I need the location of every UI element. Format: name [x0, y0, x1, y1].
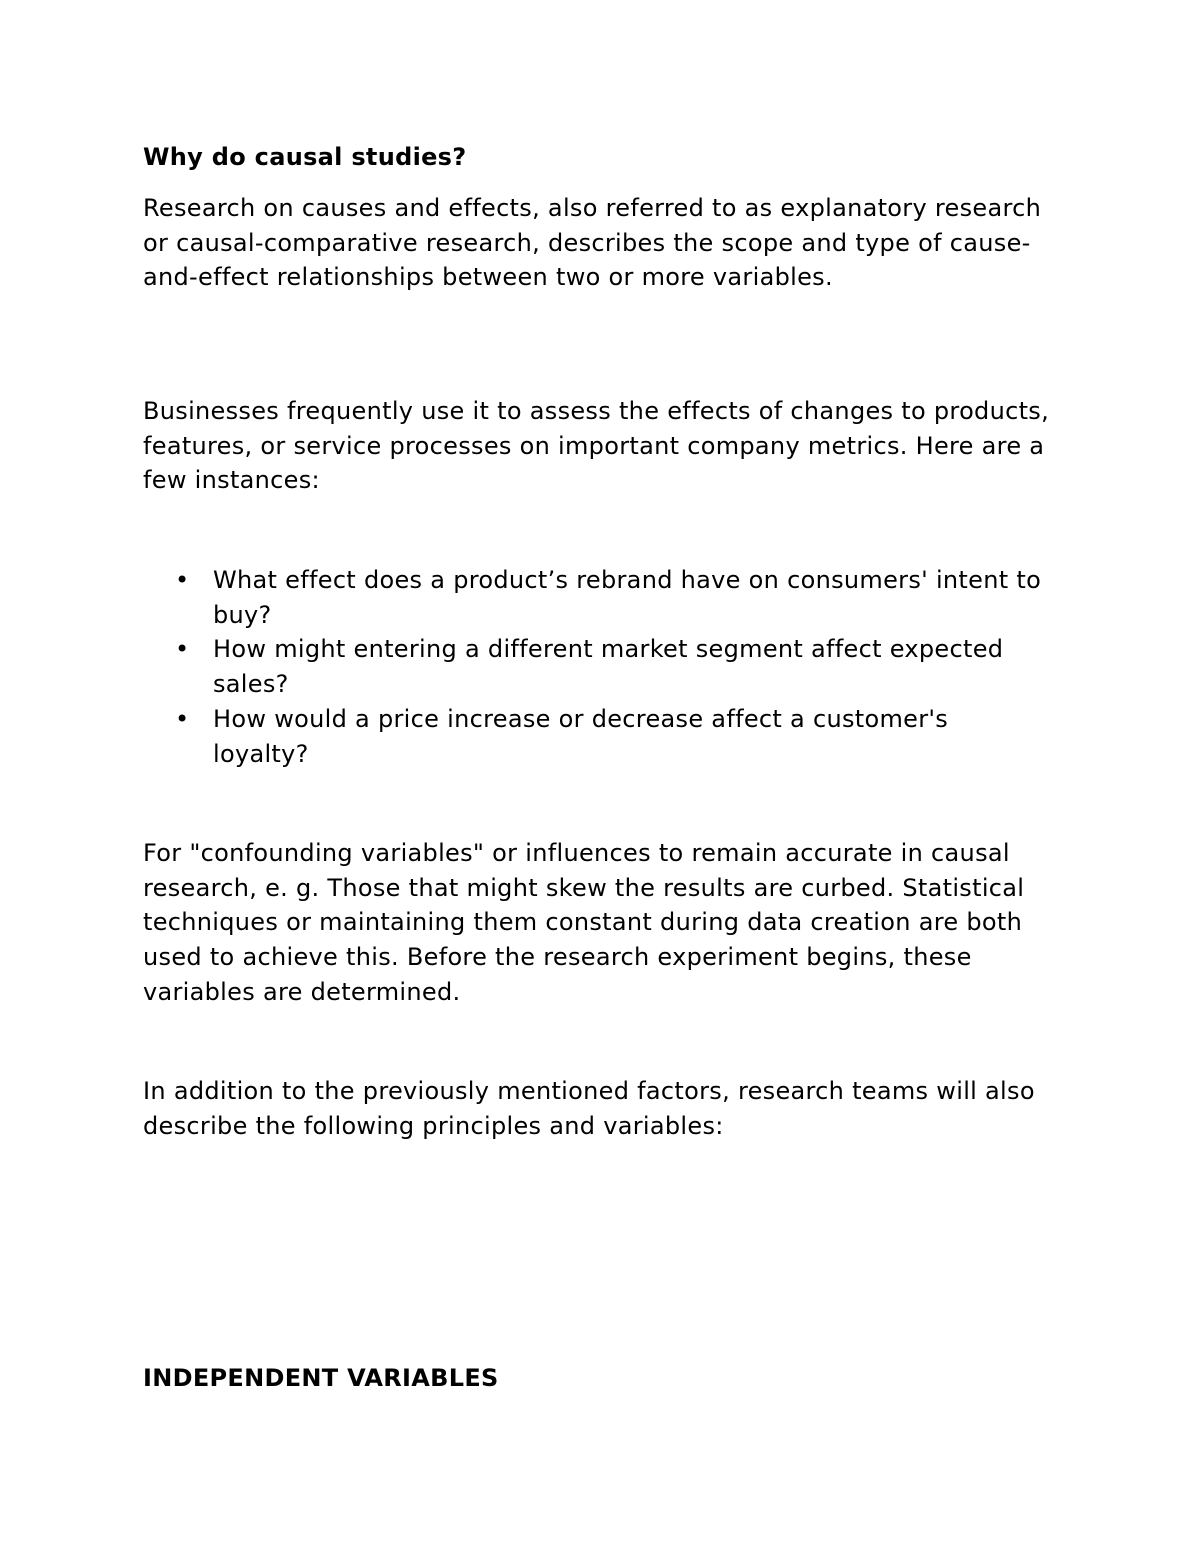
- list-item: [143, 563, 1043, 632]
- paragraph-principles: In addition to the previously mentioned factors, research teams will also describe the following principles and variables:: [143, 1077, 1035, 1140]
- list-item-text: How would a price increase or decrease affect a customer's loyalty?: [213, 704, 949, 768]
- paragraph-business-use: Businesses frequently use it to assess the effects of changes to products, features, or service processes on important company metrics. Here are a few instances:: [143, 397, 1050, 495]
- document-title: Why do causal studies?: [143, 143, 467, 171]
- list-item-text: What effect does a product’s rebrand have on consumers' intent to buy?: [213, 566, 1042, 629]
- list-item: [143, 702, 1043, 771]
- bullet-list: [143, 563, 1043, 771]
- paragraph-confounding-variables: For "confounding variables" or influences to remain accurate in causal research, e. g. Those that might skew the results are curbed. Statistical techniques or maintaining them constant during data creation are both used to achieve this. Before the research experiment begins, these variables are determined.: [143, 839, 1025, 1006]
- bullet-icon: •: [175, 704, 190, 733]
- list-item-text: How might entering a different market segment affect expected sales?: [213, 635, 1004, 699]
- bullet-icon: •: [175, 635, 190, 664]
- list-item: [143, 632, 1043, 701]
- bullet-icon: •: [175, 566, 190, 594]
- paragraph-definition: Research on causes and effects, also referred to as explanatory research or causal-comparative research, describes the scope and type of cause-and-effect relationships between two or more variables.: [143, 194, 1042, 292]
- section-heading-independent-variables: INDEPENDENT VARIABLES: [143, 1364, 499, 1392]
